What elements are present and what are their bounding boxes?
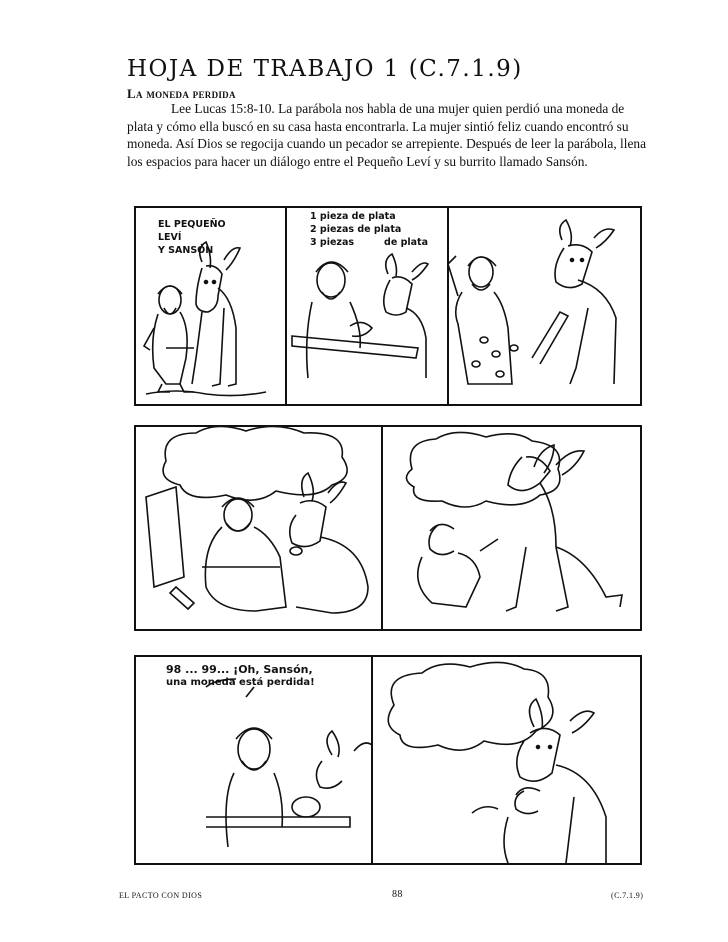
panel-7-speech-line1: 98 ... 99... ¡Oh, Sansón,	[166, 663, 313, 676]
speech-bubble-right-empty	[388, 662, 553, 750]
comic-strip-3	[134, 655, 642, 865]
speech-bubble-left	[163, 427, 347, 500]
speech-bubble-right	[406, 432, 559, 507]
strip-2-drawing	[136, 427, 640, 629]
comic-strip-2	[134, 425, 642, 631]
panel-1-caption-line1: EL PEQUEÑO	[158, 219, 226, 230]
worksheet-subtitle: La moneda perdida	[127, 86, 236, 101]
panel-7-speech	[166, 663, 315, 689]
intro-text: Lee Lucas 15:8-10. La parábola nos habla de una mujer quien perdió una moneda de plata y cómo ella buscó en su casa hasta encontrarla. La mujer sintió feliz cuando encontró su moneda. Así Dios se regocija cuando un pecador se arrepiente. Después de leer la parábola, llena los espacios para hacer un diálogo entre el Pequeño Leví y su burrito llamado Sansón.	[127, 101, 647, 169]
comic-strip-1	[134, 206, 642, 406]
panel-2-caption-line3a: 3 piezas	[310, 237, 355, 248]
panel-2-caption-line3b: de plata	[384, 237, 428, 248]
levi-counting-illustration	[292, 254, 428, 378]
intro-paragraph	[127, 100, 647, 170]
panel-1-caption-line2: LEVÍ	[158, 232, 182, 243]
panel-2-caption-line3	[310, 236, 428, 249]
panel-7-speech-line2: una moneda está perdida!	[166, 677, 315, 688]
panel-2-caption	[310, 210, 428, 249]
page-number: 88	[392, 889, 403, 900]
panel-1-caption-line3: Y SANSÓN	[158, 245, 214, 256]
footer-left: EL PACTO CON DIOS	[119, 891, 203, 900]
panel-1-caption	[158, 218, 226, 257]
panel-2-caption-line2: 2 piezas de plata	[310, 224, 402, 235]
footer-right: (C.7.1.9)	[611, 891, 644, 900]
levi-and-donkey-illustration	[144, 242, 266, 396]
strip-2-characters-illustration	[146, 445, 622, 613]
strip-3-characters-illustration	[206, 679, 606, 863]
levi-with-coins-illustration	[448, 220, 616, 384]
panel-2-caption-line1: 1 pieza de plata	[310, 211, 396, 222]
worksheet-title: HOJA DE TRABAJO 1 (C.7.1.9)	[127, 56, 523, 82]
